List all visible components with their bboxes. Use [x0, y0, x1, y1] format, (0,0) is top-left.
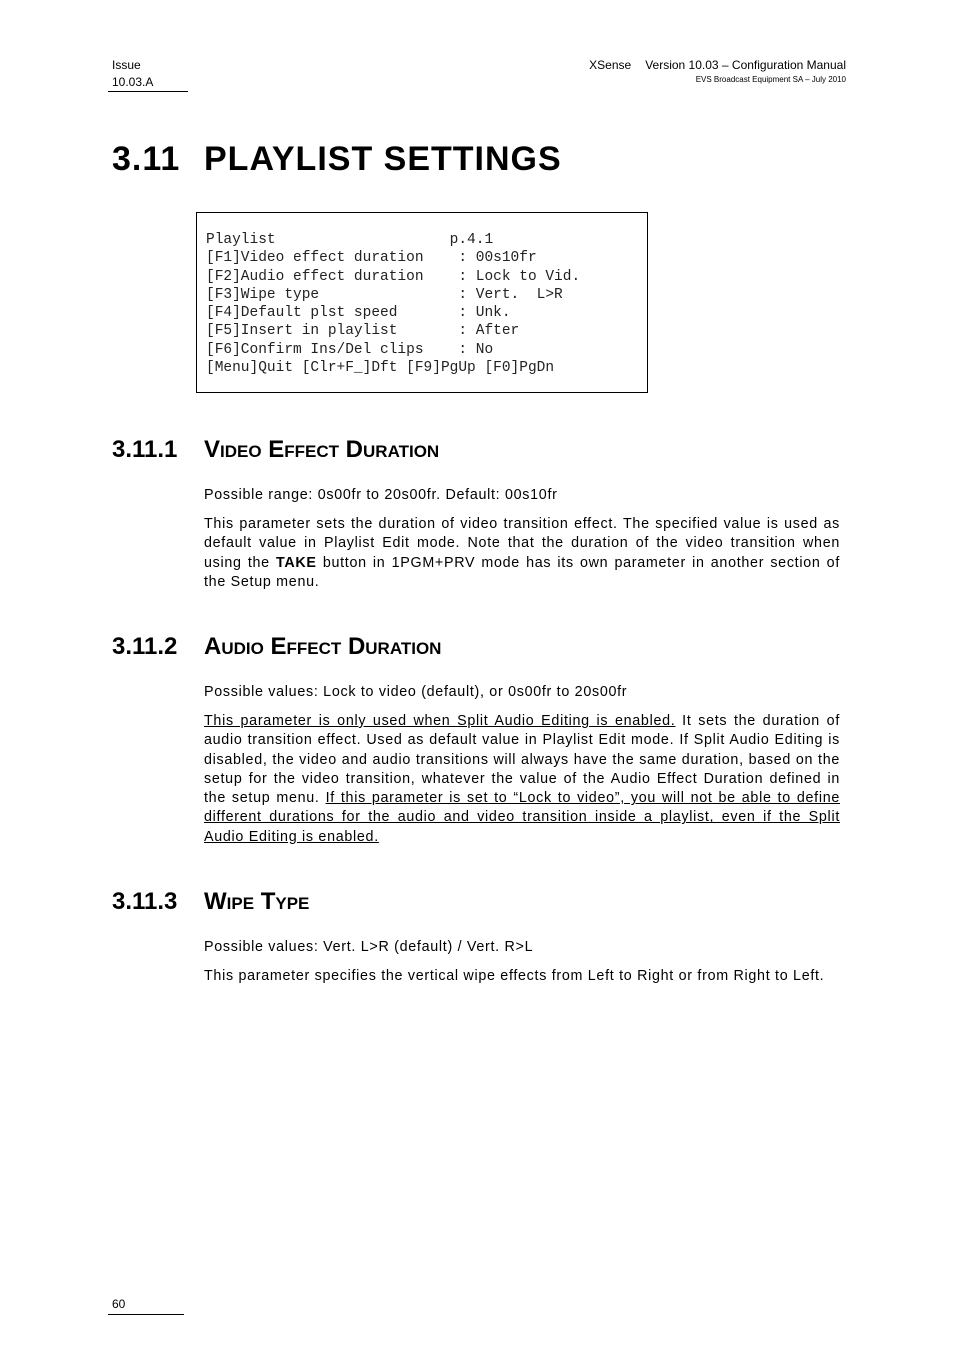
issue-number: 10.03.A — [112, 75, 154, 89]
issue-label: Issue — [112, 58, 141, 72]
section-number: 3.11.1 — [112, 436, 178, 463]
product-name: XSense — [589, 58, 632, 72]
page-number: 60 — [112, 1297, 126, 1311]
company-line: EVS Broadcast Equipment SA – July 2010 — [695, 75, 846, 84]
section-number: 3.11.2 — [112, 633, 178, 660]
page-title — [112, 140, 562, 179]
menu-line: Playlist p.4.1 — [206, 232, 494, 248]
section-heading-wipe-type — [112, 888, 309, 916]
menu-line: [F5]Insert in playlist : After — [206, 323, 520, 340]
page-header-left — [112, 57, 153, 91]
section-title: Video Effect Duration — [204, 436, 440, 463]
section-title: Audio Effect Duration — [204, 633, 442, 660]
section-number: 3.11.3 — [112, 888, 178, 915]
header-rule — [108, 91, 188, 92]
section-heading-video-effect-duration — [112, 436, 439, 464]
wipe-values-text: Possible values: Vert. L>R (default) / Vert. R>L — [204, 939, 534, 955]
page-header-right — [589, 57, 846, 86]
title-number: 3.11 — [112, 140, 181, 178]
menu-line: [F2]Audio effect duration : Lock to Vid. — [206, 268, 581, 285]
manual-title: Version 10.03 – Configuration Manual — [645, 58, 846, 72]
menu-line: [F4]Default plst speed : Unk. — [206, 305, 511, 322]
menu-line: [F6]Confirm Ins/Del clips : No — [206, 341, 494, 358]
menu-line: [Menu]Quit [Clr+F_]Dft [F9]PgUp [F0]PgDn — [206, 360, 555, 377]
menu-line: [F3]Wipe type : Vert. L>R — [206, 286, 563, 303]
menu-screen-box — [196, 212, 648, 393]
video-description: This parameter sets the duration of video transition effect. The specified value is used as default value in Playlist Edit mode. Note that the duration of the video transition when using the TAKE button in 1PGM+PRV mode has its own parameter in another section of the Setup menu. — [204, 516, 841, 590]
take-keyword: TAKE — [275, 554, 317, 571]
menu-screen-text — [206, 231, 580, 377]
video-range-text: Possible range: 0s00fr to 20s00fr. Default: 00s10fr — [204, 487, 558, 503]
audio-values-text: Possible values: Lock to video (default), or 0s00fr to 20s00fr — [204, 684, 628, 700]
audio-description: This parameter is only used when Split Audio Editing is enabled. It sets the duration of audio transition effect. Used as default value in Playlist Edit mode. If Split Audio Editing is disabled, the video and audio transitions will always have the same duration, based on the setup for the video transition, whatever the value of the Audio Effect Duration defined in the setup menu. If this parameter is set to “Lock to video”, you will not be able to define different durations for the audio and video transition inside a playlist, even if the Split Audio Editing is enabled. — [204, 713, 840, 845]
section-title: Wipe Type — [204, 888, 310, 915]
wipe-description: This parameter specifies the vertical wipe effects from Left to Right or from Right to Left. — [204, 968, 825, 984]
section-heading-audio-effect-duration — [112, 633, 441, 661]
menu-line: [F1]Video effect duration : 00s10fr — [206, 250, 537, 267]
footer-rule — [108, 1314, 184, 1315]
title-text: PLAYLIST SETTINGS — [204, 140, 562, 178]
